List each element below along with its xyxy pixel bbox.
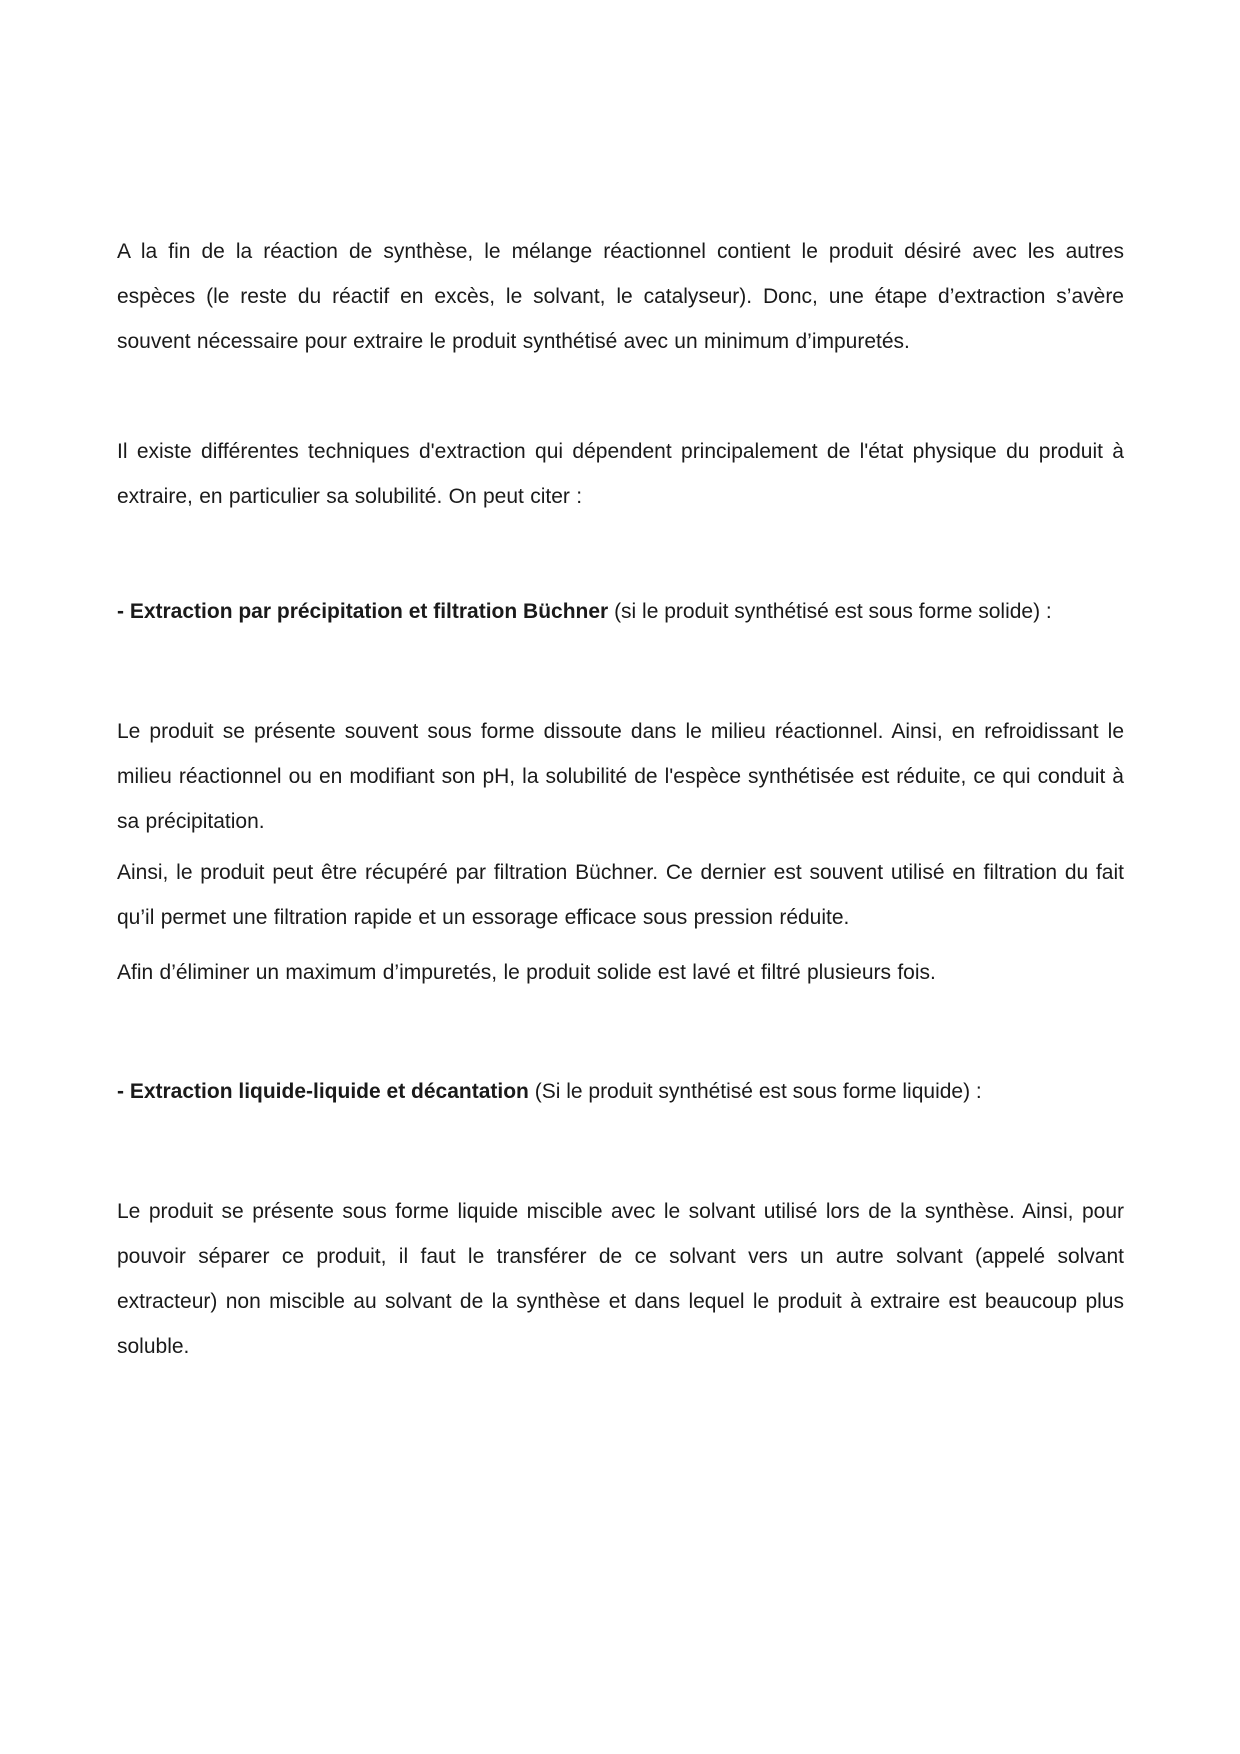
heading-precipitation [117,589,1124,634]
heading-liquid-title: - Extraction liquide-liquide et décantation [117,1080,529,1103]
paragraph-precipitation-2: Ainsi, le produit peut être récupéré par filtration Büchner. Ce dernier est souvent utilisé en filtration du fait qu’il permet une filtration rapide et un essorage efficace sous pression réduite. [117,861,1124,929]
heading-liquid-condition: (Si le produit synthétisé est sous forme liquide) : [528,1080,982,1103]
heading-liquid-liquid [117,1069,1124,1114]
paragraph-intro: A la fin de la réaction de synthèse, le mélange réactionnel contient le produit désiré avec les autres espèces (le reste du réactif en excès, le solvant, le catalyseur). Donc, une étape d’extraction s’avère souvent nécessaire pour extraire le produit synthétisé avec un minimum d’impuretés. [117,240,1124,353]
paragraph-precipitation-3: Afin d’éliminer un maximum d’impuretés, le produit solide est lavé et filtré plusieurs fois. [117,961,936,984]
heading-precipitation-title: - Extraction par précipitation et filtration Büchner [117,600,609,623]
paragraph-liquid-1: Le produit se présente sous forme liquide miscible avec le solvant utilisé lors de la synthèse. Ainsi, pour pouvoir séparer ce produit, il faut le transférer de ce solvant vers un autre solvant (appelé solvant extracteur) non miscible au solvant de la synthèse et dans lequel le produit à extraire est beaucoup plus soluble. [117,1200,1124,1358]
paragraph-techniques: Il existe différentes techniques d'extraction qui dépendent principalement de l'état physique du produit à extraire, en particulier sa solubilité. On peut citer : [117,440,1124,508]
heading-precipitation-condition: (si le produit synthétisé est sous forme solide) : [608,600,1052,623]
paragraph-precipitation-1: Le produit se présente souvent sous forme dissoute dans le milieu réactionnel. Ainsi, en refroidissant le milieu réactionnel ou en modifiant son pH, la solubilité de l'espèce synthétisée est réduite, ce qui conduit à sa précipitation. [117,720,1124,833]
